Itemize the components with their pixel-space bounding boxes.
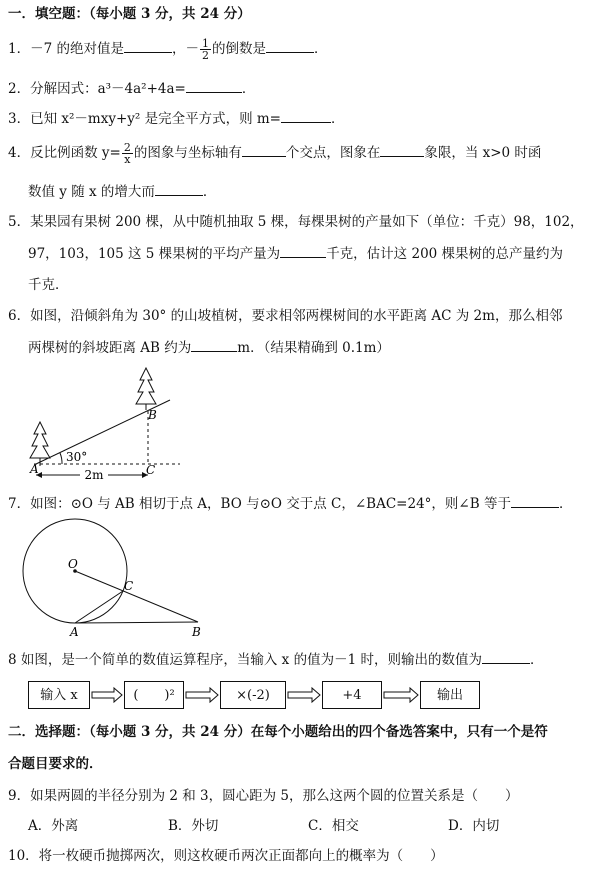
point-c-label: C — [146, 463, 156, 477]
question-7: 7．如图：⊙O 与 AB 相切于点 A，BO 与⊙O 交于点 C，∠BAC=24°，则∠B 等于 ． — [8, 493, 572, 514]
label-o: O — [68, 557, 78, 571]
flow-step-multiply: ×(-2) — [220, 681, 286, 709]
double-arrow-icon — [288, 688, 320, 702]
tree-icon — [136, 368, 156, 410]
question-4-line-2: 数值 y 随 x 的增大而 ． — [28, 181, 216, 202]
section-2-title-line-2: 合题目要求的． — [8, 756, 103, 772]
answer-blank — [482, 649, 530, 664]
answer-blank — [124, 38, 172, 53]
option-a[interactable]: A．外离 — [28, 818, 79, 834]
question-8: 8 如图，是一个简单的数值运算程序，当输入 x 的值为－1 时，则输出的数值为 ． — [8, 649, 543, 670]
circle-figure — [20, 518, 220, 642]
label-c: C — [124, 579, 134, 593]
slope-figure — [22, 362, 192, 486]
question-5-line-1: 5．某果园有果树 200 棵，从中随机抽取 5 棵，每棵果树的产量如下（单位：千克）98，102， — [8, 214, 584, 230]
double-arrow-icon — [384, 688, 418, 702]
flow-step-add: +4 — [322, 681, 382, 709]
point-a-label: A — [30, 462, 39, 476]
option-c[interactable]: C．相交 — [308, 818, 359, 834]
flow-step-square: ( )² — [124, 681, 184, 709]
question-6-line-1: 6．如图，沿倾斜角为 30° 的山坡植树，要求相邻两棵树间的水平距离 AC 为 2m，那么相邻 — [8, 308, 563, 324]
angle-label: 30° — [66, 450, 88, 464]
question-10: 10．将一枚硬币抛掷两次，则这枚硬币两次正面都向上的概率为（ ） — [8, 848, 444, 864]
line-ob — [75, 571, 198, 622]
tree-icon — [30, 422, 50, 466]
question-9: 9．如果两圆的半径分别为 2 和 3，圆心距为 5，那么这两个圆的位置关系是（ ） — [8, 788, 519, 804]
flow-step-input: 输入 x — [28, 681, 90, 709]
option-d[interactable]: D．内切 — [448, 818, 500, 834]
double-arrow-icon — [92, 688, 122, 702]
flow-step-output: 输出 — [420, 681, 480, 709]
answer-blank — [281, 108, 331, 123]
question-3: 3．已知 x²－mxy+y² 是完全平方式，则 m= ． — [8, 108, 345, 129]
answer-blank — [380, 142, 424, 157]
section-1-title: 一．填空题：（每小题 3 分，共 24 分） — [8, 6, 251, 22]
angle-arc — [60, 453, 62, 464]
flow-arrows — [0, 681, 594, 711]
fraction: $\frac{2}{x}$ — [123, 141, 131, 166]
dist-label: 2m — [84, 468, 104, 482]
answer-blank — [155, 181, 203, 196]
fraction: $\frac{1}{2}$ — [201, 37, 209, 62]
answer-blank — [242, 142, 286, 157]
chord-ac — [75, 591, 123, 623]
question-6-line-2: 两棵树的斜坡距离 AB 约为 m．（结果精确到 0.1m） — [28, 337, 390, 358]
answer-blank — [280, 243, 326, 258]
question-2: 2．分解因式：a³－4a²+4a= ． — [8, 78, 255, 99]
question-5-line-2: 97，103，105 这 5 棵果树的平均产量为 千克，估计这 200 棵果树的总产量约为 — [28, 243, 563, 264]
answer-blank — [186, 78, 242, 93]
label-b: B — [192, 625, 201, 639]
double-arrow-icon — [186, 688, 218, 702]
question-5-line-3: 千克． — [28, 277, 69, 293]
tangent-ab — [75, 622, 198, 623]
question-1: 1．－7 的绝对值是 ，－ $\frac{1}{2}$ 的倒数是 ． — [8, 37, 328, 62]
question-9-options — [28, 816, 588, 836]
point-b-label: B — [148, 408, 157, 422]
question-4-line-1: 4．反比例函数 y= $\frac{2}{x}$ 的图象与坐标轴有 个交点，图象在 象限，当 x>0 时函 — [8, 141, 542, 166]
answer-blank — [266, 38, 314, 53]
section-2-title-line-1: 二．选择题：（每小题 3 分，共 24 分）在每个小题给出的四个备选答案中，只有一个是符 — [8, 724, 548, 740]
answer-blank — [511, 493, 559, 508]
label-a: A — [70, 625, 79, 639]
answer-blank — [191, 337, 237, 352]
option-b[interactable]: B．外切 — [168, 818, 219, 834]
